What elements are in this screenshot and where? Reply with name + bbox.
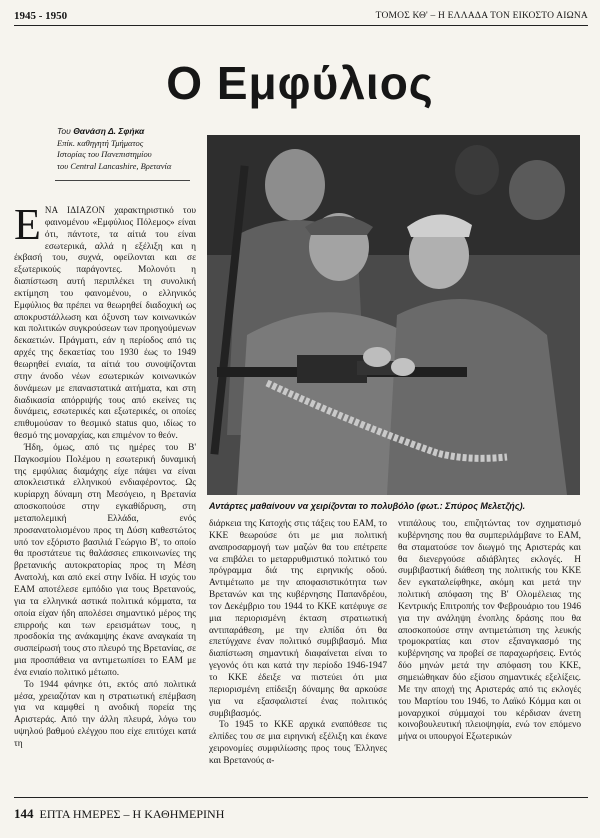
column-1 [14,200,196,751]
page-number: 144 [14,806,34,821]
paragraph-2: Ήδη, όμως, από τις ημέρες του Β' Παγκοσμίου Πολέμου η εσωτερική δυναμική της εμφύλιας διαμάχης είχε πάψει να είναι αποκλειστικά ελληνικού ενδιαφέροντος. Ως κυρίαρχη δύναμη στη Μεσόγειο, η Βρετανία αποσκοπούσε στην εγκαθίδρυση, στη μεταπολεμική Ελλάδα, ενός προσανατολισμένου προς τη Δύση καθεστώτος υπό τον εξόριστο βασιλιά Γεώργιο Β', το οποίο θα προστάτευε τις θαλάσσιες επικοινωνίες της βρετανικής αυτοκρατορίας προς τη Μέση Ανατολή, και από εκεί στην Ινδία. Η ισχύς του ΕΑΜ αποτέλεσε εμπόδιο για τους Βρετανούς, για τα ελληνικά αστικά πολιτικά κόμματα, τα οποία είχαν ήδη απολέσει σημαντικό μέρος της επιρροής και των ερεισμάτων τους, η προσδοκία της ανάκαμψης έκανε αναγκαία τη συσπείρωσή τους στο πλευρό της Βρετανίας, σε μια προσπάθεια να αντιμετωπίσει το ΕΑΜ με ένα ενιαίο πολιτικό μέτωπο. [14,442,196,678]
byline [57,126,197,172]
article-photo [207,135,580,495]
byline-author: Θανάση Δ. Σφήκα [73,126,145,136]
byline-affiliation-2: Ιστορίας του Πανεπιστημίου [57,149,152,159]
column-2 [209,519,387,768]
paragraph-1 [14,200,196,443]
drop-cap: Ε [14,200,41,249]
byline-author-line [57,126,197,138]
byline-affiliation-3: του Central Lancashire, Βρετανία [57,160,172,171]
header-years: 1945 - 1950 [14,10,68,22]
byline-prefix: Του [57,126,74,136]
paragraph-1-text: χαρακτηριστικό του φαινομένου «Εμφύλιος Πόλεμος» είναι ότι, πάντοτε, τα αίτιά του είναι εσωτερικά, αλλά η εξέλιξη και η έκβασή του, συχνά, οφείλονται και σε εξωτερικούς παράγοντες. Μολονότι η διαπίστωση αυτή περιπλέκει τη συνολική εκτίμηση του φαινομένου, ο ελληνικός Εμφύλιος θα πρέπει να θεωρηθεί διαδοχική ως αποκρυστάλλωση και όξυνση των κοινωνικών και πολιτικών συγκρούσεων των προηγούμενων δεκαετιών. Πράγματι, εάν η περίοδος από τις αρχές της δεκαετίας του 1930 έως το 1949 θεωρηθεί ενιαία, τα αίτιά του συνοψίζονται στην άνοδο νέων εσωτερικών κοινωνικών δυνάμεων με επαναστατικά αιτήματα, και στη διαδικασία απόρριψής τους από εκείνες τις δυνάμεις, εσωτερικές και εξωτερικές, οι οποίες επιθυμούσαν το θεσμικό status quo, ιδίως το θεσμό της μοναρχίας, και επιμένον το θεόν. [14,206,196,442]
paragraph-3: Το 1944 φάνηκε ότι, εκτός από πολιτικά μέσα, χρειαζόταν και η στρατιωτική επέμβαση για να καμφθεί η ανοδική πορεία της Αριστεράς. Από την άλλη πλευρά, λόγω του υψηλού βαθμού ελέγχου που είχε επιτύχει κατά τη [14,679,196,749]
column-3 [398,519,581,744]
paragraph-3-continued: διάρκεια της Κατοχής στις τάξεις του ΕΑΜ, το ΚΚΕ θεωρούσε ότι με μια πολιτική αναπροσαρμογή των μαζών θα του επέτρεπε να επιβάλει το μεταρρυθμιστικό πολιτικό του πρόγραμμα διά της ειρηνικής οδού. Αντιμέτωπο με την αποφασιστικότητα των Βρετανών και της κυβέρνησης Παπανδρέου, τον Δεκέμβριο του 1944 το ΚΚΕ κατέφυγε σε μια περιορισμένη έκταση στρατιωτική αντιπαράθεση, με την ελπίδα ότι θα επετύγχανε έναν πολιτικό συμβιβασμό. Μια διαπίστωση σημαντική διαφαίνεται είναι το γεγονός ότι και κατά την περίοδο 1946-1947 το ΚΚΕ έδειξε να πιστεύει ότι μια περιορισμένη επίδειξη δύναμης θα αρκούσε για να εξασφαλιστεί ένας πολιτικός συμβιβασμός. [209,519,387,719]
footer-publication: ΕΠΤΑ ΗΜΕΡΕΣ – Η ΚΑΘΗΜΕΡΙΝΗ [39,807,225,821]
header-rule [14,25,588,26]
footer [14,806,224,822]
header-series: ΤΟΜΟΣ ΚΘ' – Η ΕΛΛΑΔΑ ΤΟΝ ΕΙΚΟΣΤΟ ΑΙΩΝΑ [375,11,588,21]
photo-caption: Αντάρτες μαθαίνουν να χειρίζονται το πολυβόλο (φωτ.: Σπύρος Μελετζής). [209,501,526,511]
paragraph-4-continued: ντιπάλους του, επιζητώντας τον σχηματισμό κυβέρνησης που θα συμπεριλάμβανε το ΕΑΜ, θα σταματούσε τον διωγμό της Αριστεράς και θα διενεργούσε αδιάβλητες εκλογές. Η συμβιβαστική διάθεση της πολιτικής του ΚΚΕ δεν εγκαταλείφθηκε, ακόμη και μετά την πολιτική απόφαση της Β' Ολομέλειας της Κεντρικής Επιτροπής τον Φεβρουάριο του 1946 για την ανάληψη ένοπλης δράσης που θα αποσκοπούσε στην αντιμετώπιση της λευκής τρομοκρατίας και στον εξαναγκασμό της κυβέρνησης να προβεί σε παραχωρήσεις. Εντός δύο μηνών μετά την απόφαση του ΚΚΕ, σημειώθηκαν δύο εξίσου σημαντικές εξελίξεις. Με την αποχή της Αριστεράς από τις εκλογές του Μαρτίου του 1946, το Λαϊκό Κόμμα και οι μοναρχικοί σύμμαχοί του κέρδισαν άνετη κοινοβουλευτική πλειοψηφία, ενώ τον επόμενο μήνα οι υπουργοί Εξωτερικών [398,519,581,743]
article-title: Ο Εμφύλιος [166,57,434,109]
footer-rule [14,797,588,798]
lead-caps: ΝΑ ΙΔΙΑΖΟΝ [44,205,106,215]
byline-rule [55,180,190,181]
paragraph-4: Το 1945 το ΚΚΕ αρχικά εναπόθεσε τις ελπίδες του σε μια ειρηνική εξέλιξη και έκανε χειρονομίες συμφιλίωσης προς τους Έλληνες και Βρετανούς α- [209,720,387,766]
byline-affiliation-1: Επίκ. καθηγητή Τμήματος [57,137,144,148]
